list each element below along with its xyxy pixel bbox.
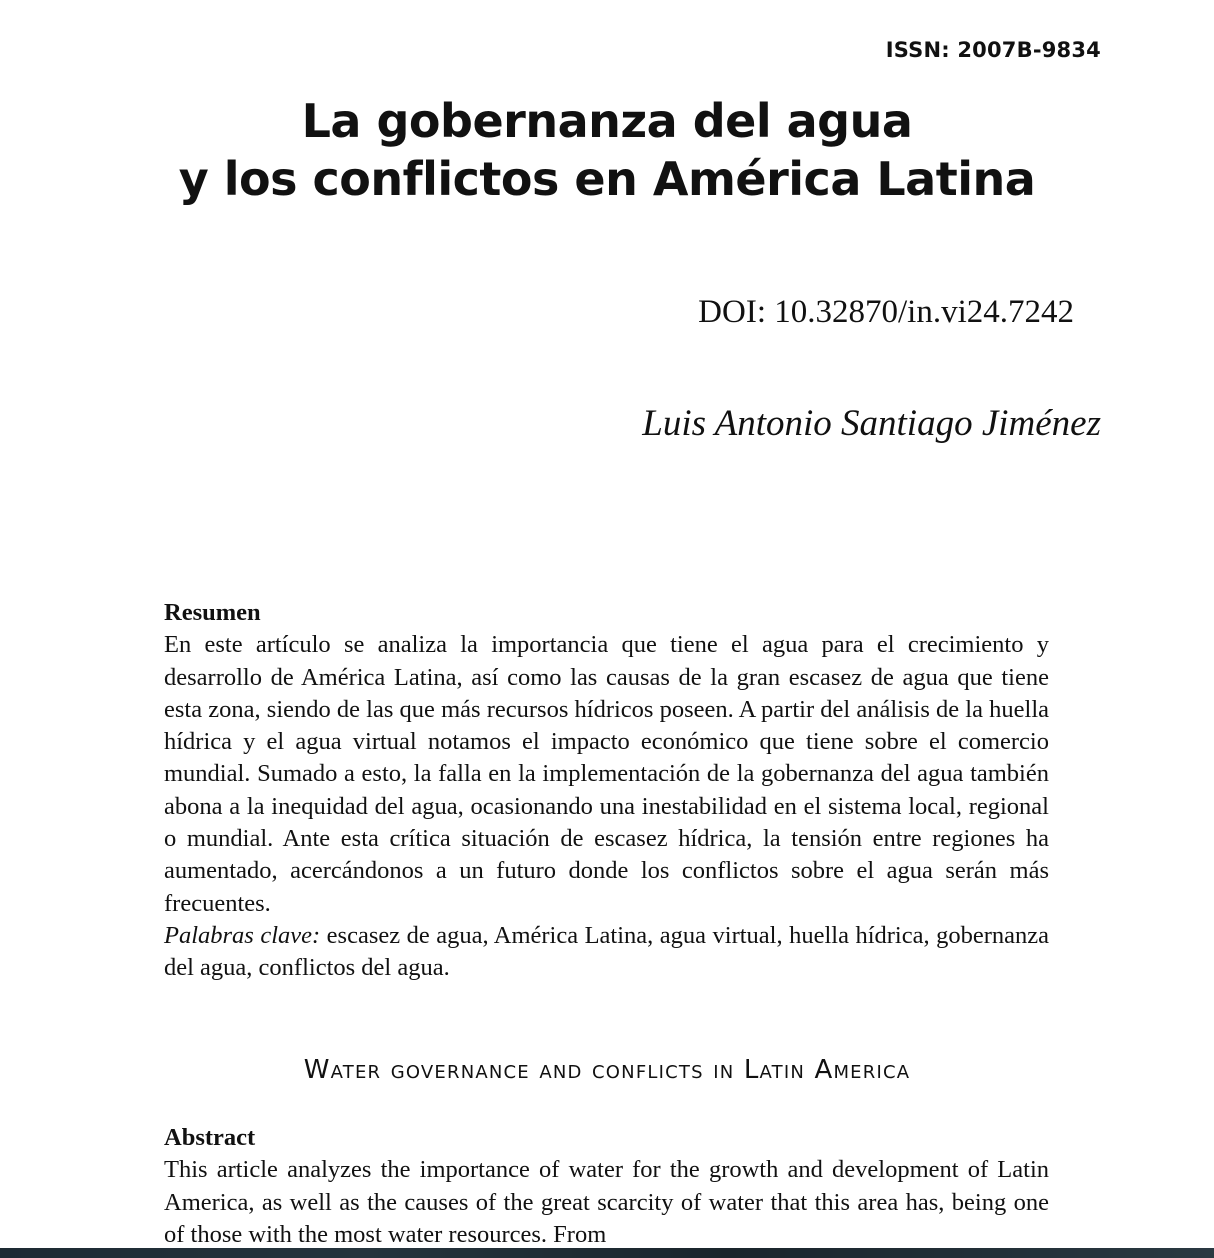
article-title	[0, 92, 1214, 208]
abstract-heading: Abstract	[164, 1124, 256, 1151]
article-title-line-2: y los conflictos en América Latina	[178, 152, 1036, 206]
resumen-heading: Resumen	[164, 599, 261, 626]
article-title-line-1: La gobernanza del agua	[301, 94, 913, 148]
issn-label: ISSN: 2007B-9834	[885, 38, 1101, 62]
abstract-body: This article analyzes the importance of water for the growth and development of Latin America, as well as the causes of the great scarcity of water that this area has, being one of those with the most water resources. From	[164, 1156, 1049, 1248]
author-name: Luis Antonio Santiago Jiménez	[642, 403, 1101, 444]
resumen-section	[164, 597, 1049, 985]
bottom-edge-strip	[0, 1248, 1214, 1258]
doi-link[interactable]: DOI: 10.32870/in.vi24.7242	[698, 294, 1074, 330]
keywords-text: escasez de agua, América Latina, agua virtual, huella hídrica, gobernanza del agua, conflictos del agua.	[164, 921, 1049, 982]
resumen-body: En este artículo se analiza la importancia que tiene el agua para el crecimiento y desarrollo de América Latina, así como las causas de la gran escasez de agua que tiene esta zona, siendo de las que más recursos hídricos poseen. A partir del análisis de la huella hídrica y el agua virtual notamos el impacto económico que tiene sobre el comercio mundial. Sumado a esto, la falla en la implementación de la gobernanza del agua también abona a la inequidad del agua, ocasionando una inestabilidad en el sistema local, regional o mundial. Ante esta crítica situación de escasez hídrica, la tensión entre regiones ha aumentado, acercándonos a un futuro donde los conflictos sobre el agua serán más frecuentes.	[164, 631, 1049, 917]
english-title: Water governance and conflicts in Latin America	[303, 1055, 911, 1085]
abstract-section	[164, 1122, 1049, 1251]
keywords-paragraph	[164, 920, 1049, 985]
keywords-label: Palabras clave:	[164, 921, 321, 949]
